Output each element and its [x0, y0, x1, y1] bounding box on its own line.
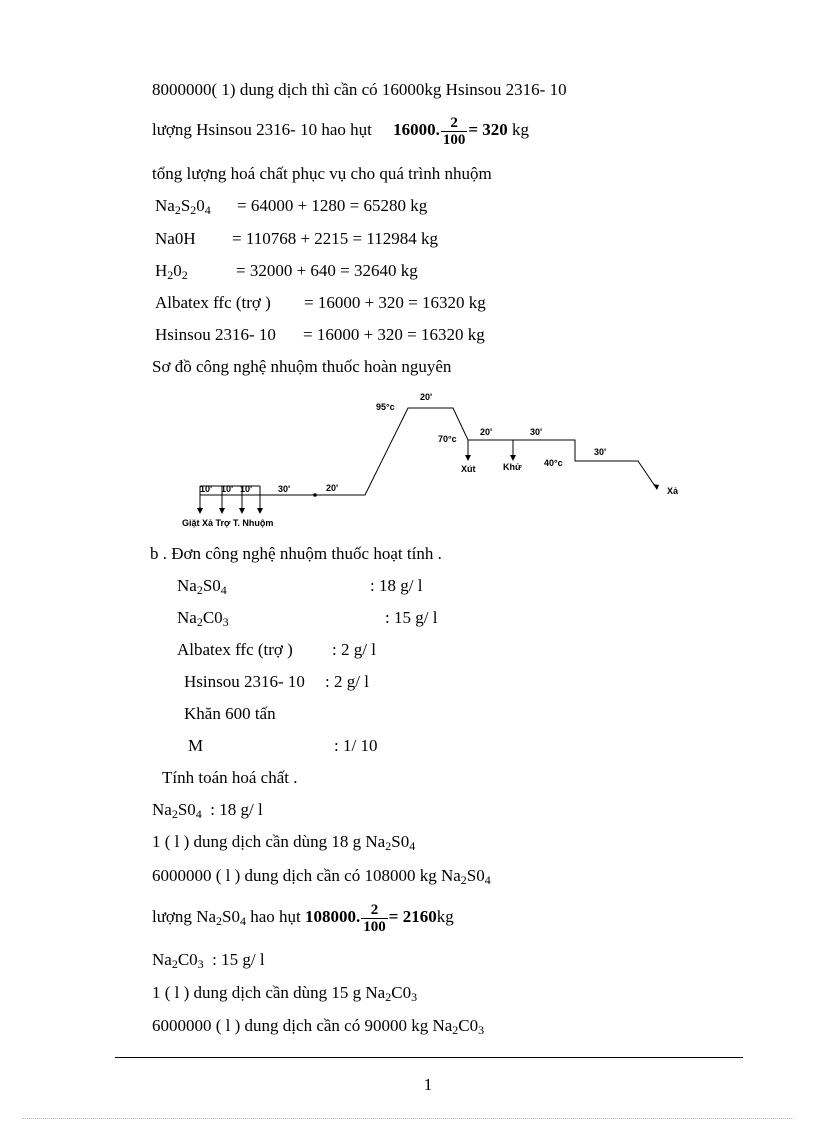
- label-95c: 95°c: [376, 402, 395, 412]
- label-70c: 70°c: [438, 434, 457, 444]
- total-h2o2: $H_20_2$ = 32000 + 640 = 32640 kg: [155, 261, 418, 282]
- total-naoh: Na0H = 110768 + 2215 = 112984 kg: [155, 229, 439, 248]
- total-albatex: Albatex ffc (trợ ) = 16000 + 320 = 16320 kg: [155, 293, 486, 312]
- label-xa-end: Xả: [667, 486, 679, 496]
- total-hsinsou: Hsinsou 2316- 10 = 16000 + 320 = 16320 kg: [155, 325, 485, 344]
- label-30-mid: 30': [530, 427, 543, 437]
- recipe-na2co3: $Na_2C0_3$ : 15 g/ l: [177, 608, 438, 629]
- label-10-b: 10': [221, 484, 234, 494]
- diagram-title: Sơ đồ công nghệ nhuộm thuốc hoàn nguyên: [152, 357, 452, 376]
- na2so4-head: $Na_2S0_4$ : 18 g/ l: [152, 800, 263, 821]
- na2so4-loss: lượng $Na_2S0_4$ hao hụt 108000. $\frac{2}{100}$ = 2160kg: [152, 901, 454, 935]
- text-line: 8000000( 1) dung dịch thì cần có 16000kg Hsinsou 2316- 10: [152, 80, 567, 99]
- label-20-top: 20': [420, 392, 433, 402]
- label-40c: 40°c: [544, 458, 563, 468]
- total-na2s2o4: $Na_2S_20_4$ = 64000 + 1280 = 65280 kg: [155, 196, 428, 217]
- na2co3-line2: 6000000 ( l ) dung dịch cần có 90000 kg $Na_2C0_3$: [152, 1016, 485, 1037]
- footer-rule: [115, 1057, 743, 1058]
- label-10-c: 10': [240, 484, 253, 494]
- na2so4-line2: 6000000 ( l ) dung dịch cần có 108000 kg $Na_2S0_4$: [152, 866, 491, 887]
- label-xut: Xút: [461, 464, 476, 474]
- label-30-flat: 30': [278, 484, 291, 494]
- label-bottom-steps: Giặt Xả Trợ T. Nhuộm: [182, 518, 274, 528]
- na2so4-line1: 1 ( l ) dung dịch cần dùng 18 g $Na_2S0_4$: [152, 832, 416, 853]
- text-line: tổng lượng hoá chất phục vụ cho quá trình nhuộm: [152, 164, 492, 183]
- recipe-hsinsou: Hsinsou 2316- 10 : 2 g/ l: [184, 672, 369, 691]
- label-khu: Khử: [503, 462, 522, 472]
- dyeing-process-diagram: [170, 388, 710, 538]
- fraction: $\frac{2}{100}$: [442, 114, 466, 148]
- label-20-mid: 20': [480, 427, 493, 437]
- section-b-heading: b . Đơn công nghệ nhuộm thuốc hoạt tính .: [150, 544, 442, 563]
- na2co3-line1: 1 ( l ) dung dịch cần dùng 15 g $Na_2C0_3$: [152, 983, 418, 1004]
- label-10-a: 10': [200, 484, 213, 494]
- calc-title: Tính toán hoá chất .: [162, 768, 298, 787]
- na2co3-head: $Na_2C0_3$ : 15 g/ l: [152, 950, 265, 971]
- page-number: 1: [423, 1075, 433, 1094]
- label-20-flat: 20': [326, 483, 339, 493]
- hao-hut-line: lượng Hsinsou 2316- 10 hao hụt 16000. $\frac{2}{100}$ = 320 kg: [152, 114, 530, 148]
- recipe-khan: Khăn 600 tấn: [184, 704, 276, 723]
- page-bottom-border: [22, 1118, 794, 1119]
- recipe-na2so4: $Na_2S0_4$ : 18 g/ l: [177, 576, 423, 597]
- label-30-end: 30': [594, 447, 607, 457]
- recipe-albatex: Albatex ffc (trợ ) : 2 g/ l: [177, 640, 376, 659]
- recipe-m: M : 1/ 10: [188, 736, 378, 755]
